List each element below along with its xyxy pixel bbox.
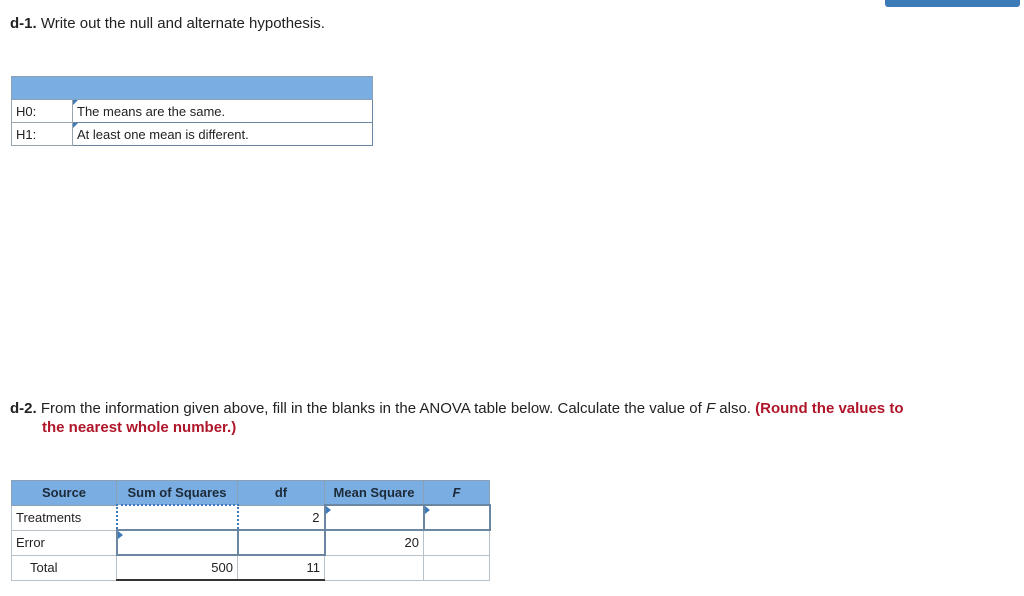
anova-table [11, 480, 491, 581]
total-df: 11 [238, 555, 325, 580]
error-ss-input[interactable] [117, 530, 238, 555]
anova-row-error [12, 530, 490, 555]
header-df: df [238, 481, 325, 506]
dropdown-marker-icon [118, 531, 123, 539]
header-source: Source [12, 481, 117, 506]
dropdown-marker-icon [425, 506, 430, 514]
treatments-ss-input[interactable] [117, 505, 238, 530]
hypothesis-header-row [12, 77, 373, 100]
total-f [424, 555, 490, 580]
error-label: Error [12, 530, 117, 555]
question-d1-number: d-1. [10, 15, 37, 32]
error-ms: 20 [325, 530, 424, 555]
question-d1 [10, 14, 325, 33]
question-d2 [10, 399, 1010, 437]
h1-label: H1: [12, 123, 73, 146]
treatments-df: 2 [238, 505, 325, 530]
treatments-f-input[interactable] [424, 505, 490, 530]
question-d2-text2: also. [715, 400, 756, 417]
anova-row-treatments [12, 505, 490, 530]
h1-value: At least one mean is different. [77, 126, 249, 142]
top-submit-button[interactable] [885, 0, 1020, 7]
round-note-2: the nearest whole number.) [42, 419, 237, 436]
header-sum-of-squares: Sum of Squares [117, 481, 238, 506]
hypothesis-table [11, 76, 373, 146]
h0-select[interactable] [73, 100, 373, 123]
treatments-ms-input[interactable] [325, 505, 424, 530]
dropdown-marker-icon [326, 506, 331, 514]
question-d1-text: Write out the null and alternate hypothesis. [36, 15, 325, 32]
total-label: Total [12, 555, 117, 580]
hypothesis-row-h1 [12, 123, 373, 146]
dropdown-marker-icon [73, 123, 78, 128]
error-df-input[interactable] [238, 530, 325, 555]
question-d2-text: From the information given above, fill in the blanks in the ANOVA table below. Calculate the value of [36, 400, 706, 417]
hypothesis-row-h0 [12, 100, 373, 123]
round-note-1: (Round the values to [755, 400, 904, 417]
error-f [424, 530, 490, 555]
h1-select[interactable] [73, 123, 373, 146]
h0-value: The means are the same. [77, 103, 226, 119]
header-mean-square: Mean Square [325, 481, 424, 506]
dropdown-marker-icon [73, 100, 78, 105]
anova-header-row [12, 481, 490, 506]
anova-row-total [12, 555, 490, 580]
treatments-label: Treatments [12, 505, 117, 530]
total-ss: 500 [117, 555, 238, 580]
h0-label: H0: [12, 100, 73, 123]
header-f: F [424, 481, 490, 506]
question-d2-number: d-2. [10, 400, 37, 417]
question-d2-f: F [705, 400, 716, 417]
total-ms [325, 555, 424, 580]
